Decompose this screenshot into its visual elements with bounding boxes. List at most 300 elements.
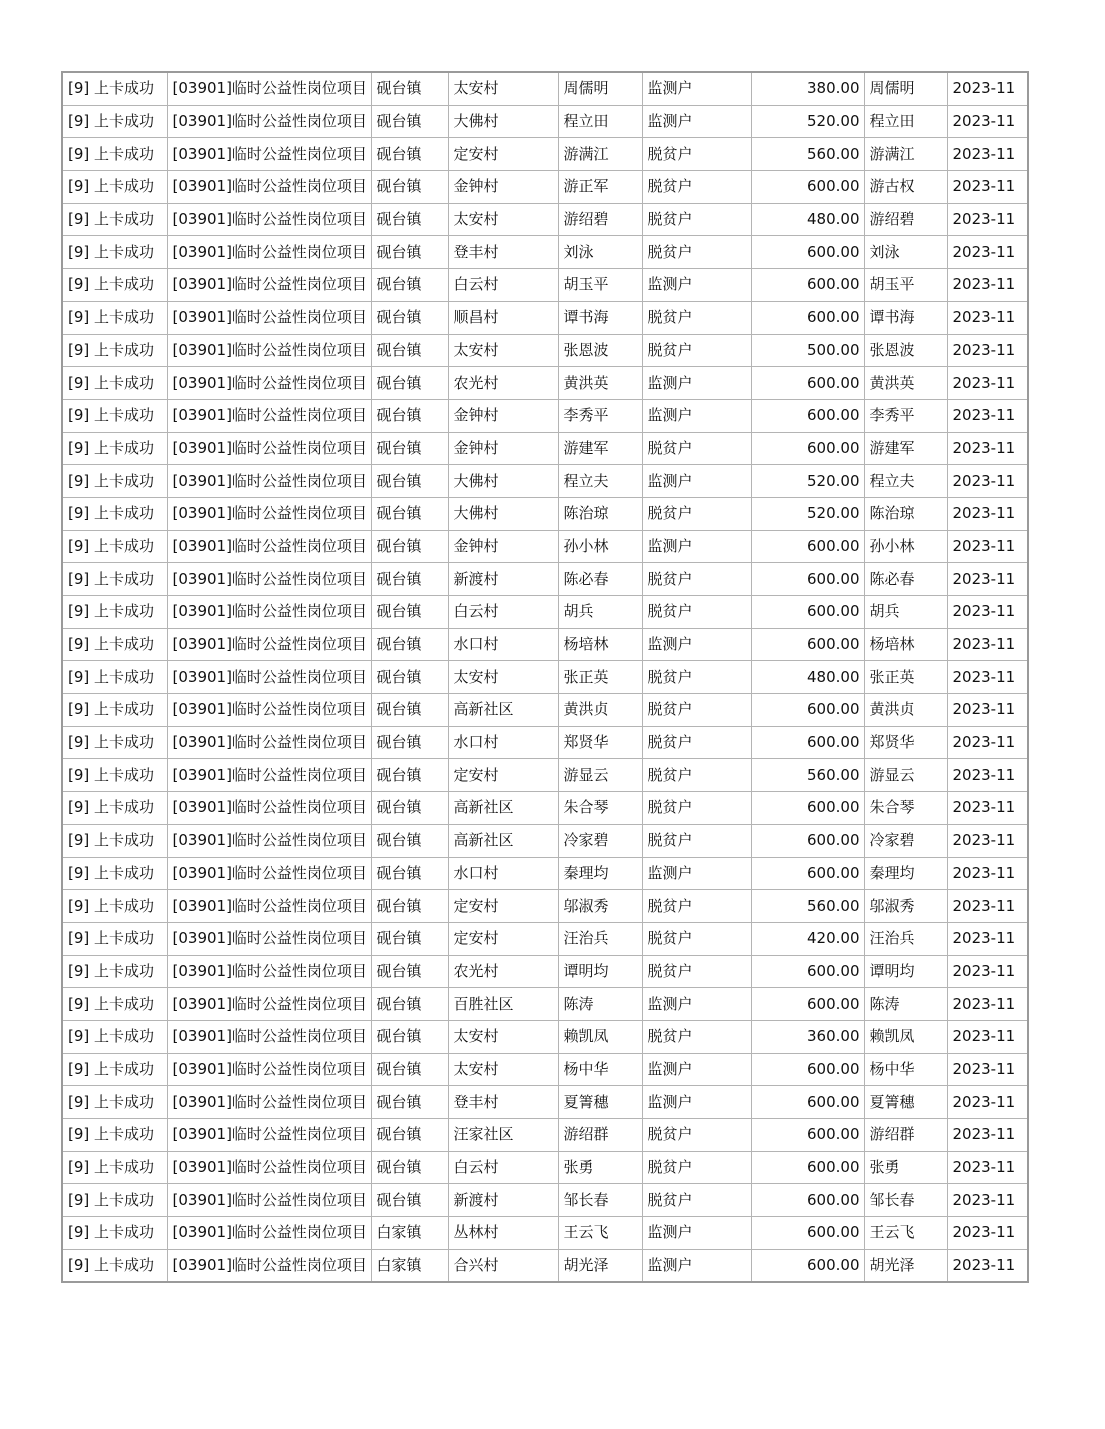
village-cell: 金钟村 (448, 432, 558, 465)
status-cell: [9] 上卡成功 (62, 628, 167, 661)
town-cell: 砚台镇 (371, 72, 448, 105)
name-cell: 游绍群 (558, 1119, 642, 1152)
period-cell: 2023-11 (947, 432, 1028, 465)
payment-sheet (61, 71, 1029, 1283)
payee-cell: 冷家碧 (864, 824, 947, 857)
period-cell: 2023-11 (947, 890, 1028, 923)
project-cell: [03901]临时公益性岗位项目 (167, 530, 371, 563)
status-cell: [9] 上卡成功 (62, 922, 167, 955)
project-cell: [03901]临时公益性岗位项目 (167, 203, 371, 236)
status-cell: [9] 上卡成功 (62, 726, 167, 759)
table-row (62, 203, 1028, 236)
village-cell: 大佛村 (448, 105, 558, 138)
period-cell: 2023-11 (947, 563, 1028, 596)
payee-cell: 游绍群 (864, 1119, 947, 1152)
village-cell: 白云村 (448, 269, 558, 302)
household-type-cell: 脱贫户 (642, 203, 751, 236)
payee-cell: 王云飞 (864, 1217, 947, 1250)
project-cell: [03901]临时公益性岗位项目 (167, 792, 371, 825)
village-cell: 高新社区 (448, 792, 558, 825)
village-cell: 登丰村 (448, 1086, 558, 1119)
payee-cell: 陈涛 (864, 988, 947, 1021)
table-row (62, 399, 1028, 432)
village-cell: 大佛村 (448, 465, 558, 498)
table-row (62, 890, 1028, 923)
table-row (62, 72, 1028, 105)
table-row (62, 1119, 1028, 1152)
table-row (62, 171, 1028, 204)
project-cell: [03901]临时公益性岗位项目 (167, 1184, 371, 1217)
table-row (62, 1217, 1028, 1250)
project-cell: [03901]临时公益性岗位项目 (167, 628, 371, 661)
table-row (62, 236, 1028, 269)
payee-cell: 张正英 (864, 661, 947, 694)
table-row (62, 367, 1028, 400)
amount-cell: 600.00 (751, 432, 864, 465)
payee-cell: 陈必春 (864, 563, 947, 596)
household-type-cell: 监测户 (642, 1053, 751, 1086)
period-cell: 2023-11 (947, 497, 1028, 530)
village-cell: 新渡村 (448, 563, 558, 596)
project-cell: [03901]临时公益性岗位项目 (167, 1086, 371, 1119)
payee-cell: 邬淑秀 (864, 890, 947, 923)
household-type-cell: 监测户 (642, 72, 751, 105)
period-cell: 2023-11 (947, 269, 1028, 302)
name-cell: 秦理均 (558, 857, 642, 890)
period-cell: 2023-11 (947, 236, 1028, 269)
status-cell: [9] 上卡成功 (62, 596, 167, 629)
project-cell: [03901]临时公益性岗位项目 (167, 367, 371, 400)
household-type-cell: 脱贫户 (642, 922, 751, 955)
village-cell: 合兴村 (448, 1249, 558, 1282)
name-cell: 陈涛 (558, 988, 642, 1021)
payee-cell: 游绍碧 (864, 203, 947, 236)
amount-cell: 600.00 (751, 824, 864, 857)
name-cell: 游正军 (558, 171, 642, 204)
village-cell: 太安村 (448, 661, 558, 694)
status-cell: [9] 上卡成功 (62, 1086, 167, 1119)
town-cell: 砚台镇 (371, 922, 448, 955)
payee-cell: 杨培林 (864, 628, 947, 661)
period-cell: 2023-11 (947, 1086, 1028, 1119)
table-row (62, 694, 1028, 727)
table-row (62, 792, 1028, 825)
amount-cell: 480.00 (751, 203, 864, 236)
town-cell: 砚台镇 (371, 1151, 448, 1184)
period-cell: 2023-11 (947, 1184, 1028, 1217)
name-cell: 汪治兵 (558, 922, 642, 955)
table-row (62, 661, 1028, 694)
period-cell: 2023-11 (947, 530, 1028, 563)
period-cell: 2023-11 (947, 301, 1028, 334)
period-cell: 2023-11 (947, 1053, 1028, 1086)
village-cell: 水口村 (448, 857, 558, 890)
household-type-cell: 脱贫户 (642, 236, 751, 269)
name-cell: 胡兵 (558, 596, 642, 629)
table-row (62, 465, 1028, 498)
village-cell: 高新社区 (448, 824, 558, 857)
status-cell: [9] 上卡成功 (62, 138, 167, 171)
project-cell: [03901]临时公益性岗位项目 (167, 1020, 371, 1053)
household-type-cell: 脱贫户 (642, 497, 751, 530)
village-cell: 太安村 (448, 334, 558, 367)
household-type-cell: 监测户 (642, 1086, 751, 1119)
name-cell: 游满江 (558, 138, 642, 171)
payee-cell: 胡光泽 (864, 1249, 947, 1282)
name-cell: 胡玉平 (558, 269, 642, 302)
amount-cell: 600.00 (751, 955, 864, 988)
status-cell: [9] 上卡成功 (62, 1020, 167, 1053)
town-cell: 砚台镇 (371, 824, 448, 857)
status-cell: [9] 上卡成功 (62, 857, 167, 890)
table-row (62, 105, 1028, 138)
project-cell: [03901]临时公益性岗位项目 (167, 399, 371, 432)
name-cell: 谭书海 (558, 301, 642, 334)
table-row (62, 628, 1028, 661)
amount-cell: 380.00 (751, 72, 864, 105)
payee-cell: 张勇 (864, 1151, 947, 1184)
town-cell: 砚台镇 (371, 857, 448, 890)
payee-cell: 邹长春 (864, 1184, 947, 1217)
payee-cell: 朱合琴 (864, 792, 947, 825)
status-cell: [9] 上卡成功 (62, 1184, 167, 1217)
name-cell: 程立田 (558, 105, 642, 138)
project-cell: [03901]临时公益性岗位项目 (167, 759, 371, 792)
payee-cell: 张恩波 (864, 334, 947, 367)
amount-cell: 600.00 (751, 726, 864, 759)
town-cell: 砚台镇 (371, 301, 448, 334)
status-cell: [9] 上卡成功 (62, 465, 167, 498)
period-cell: 2023-11 (947, 1020, 1028, 1053)
town-cell: 砚台镇 (371, 1020, 448, 1053)
town-cell: 白家镇 (371, 1249, 448, 1282)
name-cell: 邬淑秀 (558, 890, 642, 923)
project-cell: [03901]临时公益性岗位项目 (167, 138, 371, 171)
table-row (62, 1151, 1028, 1184)
name-cell: 陈必春 (558, 563, 642, 596)
status-cell: [9] 上卡成功 (62, 301, 167, 334)
village-cell: 金钟村 (448, 171, 558, 204)
town-cell: 砚台镇 (371, 1053, 448, 1086)
name-cell: 程立夫 (558, 465, 642, 498)
village-cell: 白云村 (448, 1151, 558, 1184)
amount-cell: 520.00 (751, 465, 864, 498)
project-cell: [03901]临时公益性岗位项目 (167, 465, 371, 498)
project-cell: [03901]临时公益性岗位项目 (167, 1217, 371, 1250)
period-cell: 2023-11 (947, 171, 1028, 204)
village-cell: 百胜社区 (448, 988, 558, 1021)
status-cell: [9] 上卡成功 (62, 367, 167, 400)
payee-cell: 游显云 (864, 759, 947, 792)
table-row (62, 1249, 1028, 1282)
town-cell: 砚台镇 (371, 399, 448, 432)
project-cell: [03901]临时公益性岗位项目 (167, 694, 371, 727)
amount-cell: 560.00 (751, 890, 864, 923)
status-cell: [9] 上卡成功 (62, 399, 167, 432)
status-cell: [9] 上卡成功 (62, 988, 167, 1021)
period-cell: 2023-11 (947, 105, 1028, 138)
period-cell: 2023-11 (947, 596, 1028, 629)
project-cell: [03901]临时公益性岗位项目 (167, 922, 371, 955)
table-row (62, 1020, 1028, 1053)
payee-cell: 杨中华 (864, 1053, 947, 1086)
status-cell: [9] 上卡成功 (62, 563, 167, 596)
town-cell: 砚台镇 (371, 171, 448, 204)
table-row (62, 596, 1028, 629)
status-cell: [9] 上卡成功 (62, 530, 167, 563)
household-type-cell: 脱贫户 (642, 824, 751, 857)
project-cell: [03901]临时公益性岗位项目 (167, 1151, 371, 1184)
payee-cell: 游满江 (864, 138, 947, 171)
name-cell: 胡光泽 (558, 1249, 642, 1282)
household-type-cell: 脱贫户 (642, 334, 751, 367)
table-row (62, 988, 1028, 1021)
payee-cell: 郑贤华 (864, 726, 947, 759)
village-cell: 丛林村 (448, 1217, 558, 1250)
status-cell: [9] 上卡成功 (62, 694, 167, 727)
village-cell: 定安村 (448, 138, 558, 171)
status-cell: [9] 上卡成功 (62, 824, 167, 857)
period-cell: 2023-11 (947, 857, 1028, 890)
household-type-cell: 脱贫户 (642, 596, 751, 629)
status-cell: [9] 上卡成功 (62, 72, 167, 105)
payee-cell: 黄洪贞 (864, 694, 947, 727)
town-cell: 砚台镇 (371, 628, 448, 661)
status-cell: [9] 上卡成功 (62, 1119, 167, 1152)
payee-cell: 孙小林 (864, 530, 947, 563)
village-cell: 新渡村 (448, 1184, 558, 1217)
amount-cell: 600.00 (751, 1086, 864, 1119)
name-cell: 陈治琼 (558, 497, 642, 530)
project-cell: [03901]临时公益性岗位项目 (167, 1119, 371, 1152)
project-cell: [03901]临时公益性岗位项目 (167, 72, 371, 105)
period-cell: 2023-11 (947, 759, 1028, 792)
period-cell: 2023-11 (947, 628, 1028, 661)
status-cell: [9] 上卡成功 (62, 269, 167, 302)
table-row (62, 301, 1028, 334)
amount-cell: 520.00 (751, 105, 864, 138)
village-cell: 太安村 (448, 1053, 558, 1086)
period-cell: 2023-11 (947, 694, 1028, 727)
household-type-cell: 脱贫户 (642, 301, 751, 334)
town-cell: 砚台镇 (371, 465, 448, 498)
village-cell: 定安村 (448, 890, 558, 923)
project-cell: [03901]临时公益性岗位项目 (167, 955, 371, 988)
project-cell: [03901]临时公益性岗位项目 (167, 497, 371, 530)
status-cell: [9] 上卡成功 (62, 432, 167, 465)
town-cell: 砚台镇 (371, 1086, 448, 1119)
name-cell: 夏箐穗 (558, 1086, 642, 1119)
status-cell: [9] 上卡成功 (62, 497, 167, 530)
household-type-cell: 脱贫户 (642, 1119, 751, 1152)
period-cell: 2023-11 (947, 988, 1028, 1021)
name-cell: 朱合琴 (558, 792, 642, 825)
village-cell: 顺昌村 (448, 301, 558, 334)
period-cell: 2023-11 (947, 138, 1028, 171)
period-cell: 2023-11 (947, 367, 1028, 400)
payee-cell: 谭书海 (864, 301, 947, 334)
period-cell: 2023-11 (947, 955, 1028, 988)
status-cell: [9] 上卡成功 (62, 334, 167, 367)
project-cell: [03901]临时公益性岗位项目 (167, 105, 371, 138)
project-cell: [03901]临时公益性岗位项目 (167, 1053, 371, 1086)
payee-cell: 汪治兵 (864, 922, 947, 955)
period-cell: 2023-11 (947, 1217, 1028, 1250)
name-cell: 周儒明 (558, 72, 642, 105)
payee-cell: 秦理均 (864, 857, 947, 890)
table-row (62, 497, 1028, 530)
status-cell: [9] 上卡成功 (62, 792, 167, 825)
household-type-cell: 脱贫户 (642, 694, 751, 727)
project-cell: [03901]临时公益性岗位项目 (167, 661, 371, 694)
status-cell: [9] 上卡成功 (62, 1053, 167, 1086)
table-row (62, 530, 1028, 563)
project-cell: [03901]临时公益性岗位项目 (167, 171, 371, 204)
period-cell: 2023-11 (947, 661, 1028, 694)
amount-cell: 600.00 (751, 1184, 864, 1217)
household-type-cell: 脱贫户 (642, 726, 751, 759)
status-cell: [9] 上卡成功 (62, 105, 167, 138)
status-cell: [9] 上卡成功 (62, 1217, 167, 1250)
name-cell: 杨培林 (558, 628, 642, 661)
household-type-cell: 监测户 (642, 1249, 751, 1282)
town-cell: 砚台镇 (371, 203, 448, 236)
name-cell: 杨中华 (558, 1053, 642, 1086)
town-cell: 砚台镇 (371, 138, 448, 171)
household-type-cell: 脱贫户 (642, 432, 751, 465)
amount-cell: 600.00 (751, 857, 864, 890)
amount-cell: 520.00 (751, 497, 864, 530)
household-type-cell: 脱贫户 (642, 1184, 751, 1217)
amount-cell: 600.00 (751, 236, 864, 269)
payee-cell: 黄洪英 (864, 367, 947, 400)
household-type-cell: 脱贫户 (642, 759, 751, 792)
project-cell: [03901]临时公益性岗位项目 (167, 432, 371, 465)
status-cell: [9] 上卡成功 (62, 661, 167, 694)
name-cell: 刘泳 (558, 236, 642, 269)
town-cell: 砚台镇 (371, 792, 448, 825)
name-cell: 游显云 (558, 759, 642, 792)
amount-cell: 500.00 (751, 334, 864, 367)
name-cell: 赖凯凤 (558, 1020, 642, 1053)
household-type-cell: 监测户 (642, 465, 751, 498)
table-row (62, 334, 1028, 367)
amount-cell: 600.00 (751, 1217, 864, 1250)
project-cell: [03901]临时公益性岗位项目 (167, 301, 371, 334)
town-cell: 砚台镇 (371, 105, 448, 138)
town-cell: 砚台镇 (371, 563, 448, 596)
payee-cell: 程立夫 (864, 465, 947, 498)
period-cell: 2023-11 (947, 1151, 1028, 1184)
town-cell: 砚台镇 (371, 269, 448, 302)
household-type-cell: 脱贫户 (642, 138, 751, 171)
table-row (62, 138, 1028, 171)
project-cell: [03901]临时公益性岗位项目 (167, 726, 371, 759)
period-cell: 2023-11 (947, 922, 1028, 955)
project-cell: [03901]临时公益性岗位项目 (167, 563, 371, 596)
table-row (62, 922, 1028, 955)
name-cell: 李秀平 (558, 399, 642, 432)
amount-cell: 600.00 (751, 792, 864, 825)
town-cell: 砚台镇 (371, 596, 448, 629)
name-cell: 张恩波 (558, 334, 642, 367)
project-cell: [03901]临时公益性岗位项目 (167, 824, 371, 857)
village-cell: 农光村 (448, 955, 558, 988)
household-type-cell: 监测户 (642, 367, 751, 400)
table-row (62, 563, 1028, 596)
period-cell: 2023-11 (947, 824, 1028, 857)
town-cell: 砚台镇 (371, 759, 448, 792)
period-cell: 2023-11 (947, 203, 1028, 236)
table-row (62, 1184, 1028, 1217)
village-cell: 汪家社区 (448, 1119, 558, 1152)
town-cell: 砚台镇 (371, 367, 448, 400)
amount-cell: 480.00 (751, 661, 864, 694)
household-type-cell: 脱贫户 (642, 661, 751, 694)
period-cell: 2023-11 (947, 334, 1028, 367)
town-cell: 砚台镇 (371, 988, 448, 1021)
status-cell: [9] 上卡成功 (62, 1151, 167, 1184)
town-cell: 砚台镇 (371, 694, 448, 727)
project-cell: [03901]临时公益性岗位项目 (167, 269, 371, 302)
household-type-cell: 监测户 (642, 857, 751, 890)
town-cell: 砚台镇 (371, 530, 448, 563)
payee-cell: 游建军 (864, 432, 947, 465)
payee-cell: 赖凯凤 (864, 1020, 947, 1053)
town-cell: 砚台镇 (371, 726, 448, 759)
table-row (62, 432, 1028, 465)
name-cell: 张勇 (558, 1151, 642, 1184)
table-row (62, 955, 1028, 988)
payee-cell: 周儒明 (864, 72, 947, 105)
village-cell: 金钟村 (448, 530, 558, 563)
name-cell: 冷家碧 (558, 824, 642, 857)
household-type-cell: 脱贫户 (642, 1020, 751, 1053)
table-row (62, 1086, 1028, 1119)
period-cell: 2023-11 (947, 1249, 1028, 1282)
amount-cell: 600.00 (751, 367, 864, 400)
town-cell: 砚台镇 (371, 236, 448, 269)
status-cell: [9] 上卡成功 (62, 236, 167, 269)
project-cell: [03901]临时公益性岗位项目 (167, 334, 371, 367)
amount-cell: 600.00 (751, 1151, 864, 1184)
project-cell: [03901]临时公益性岗位项目 (167, 1249, 371, 1282)
village-cell: 白云村 (448, 596, 558, 629)
village-cell: 高新社区 (448, 694, 558, 727)
table-row (62, 269, 1028, 302)
table-body (62, 72, 1028, 1282)
town-cell: 砚台镇 (371, 661, 448, 694)
name-cell: 孙小林 (558, 530, 642, 563)
name-cell: 张正英 (558, 661, 642, 694)
name-cell: 邹长春 (558, 1184, 642, 1217)
amount-cell: 600.00 (751, 596, 864, 629)
town-cell: 砚台镇 (371, 432, 448, 465)
status-cell: [9] 上卡成功 (62, 1249, 167, 1282)
household-type-cell: 监测户 (642, 988, 751, 1021)
project-cell: [03901]临时公益性岗位项目 (167, 596, 371, 629)
project-cell: [03901]临时公益性岗位项目 (167, 988, 371, 1021)
household-type-cell: 监测户 (642, 399, 751, 432)
status-cell: [9] 上卡成功 (62, 955, 167, 988)
household-type-cell: 脱贫户 (642, 955, 751, 988)
amount-cell: 600.00 (751, 301, 864, 334)
name-cell: 王云飞 (558, 1217, 642, 1250)
period-cell: 2023-11 (947, 72, 1028, 105)
village-cell: 金钟村 (448, 399, 558, 432)
payee-cell: 胡兵 (864, 596, 947, 629)
project-cell: [03901]临时公益性岗位项目 (167, 857, 371, 890)
